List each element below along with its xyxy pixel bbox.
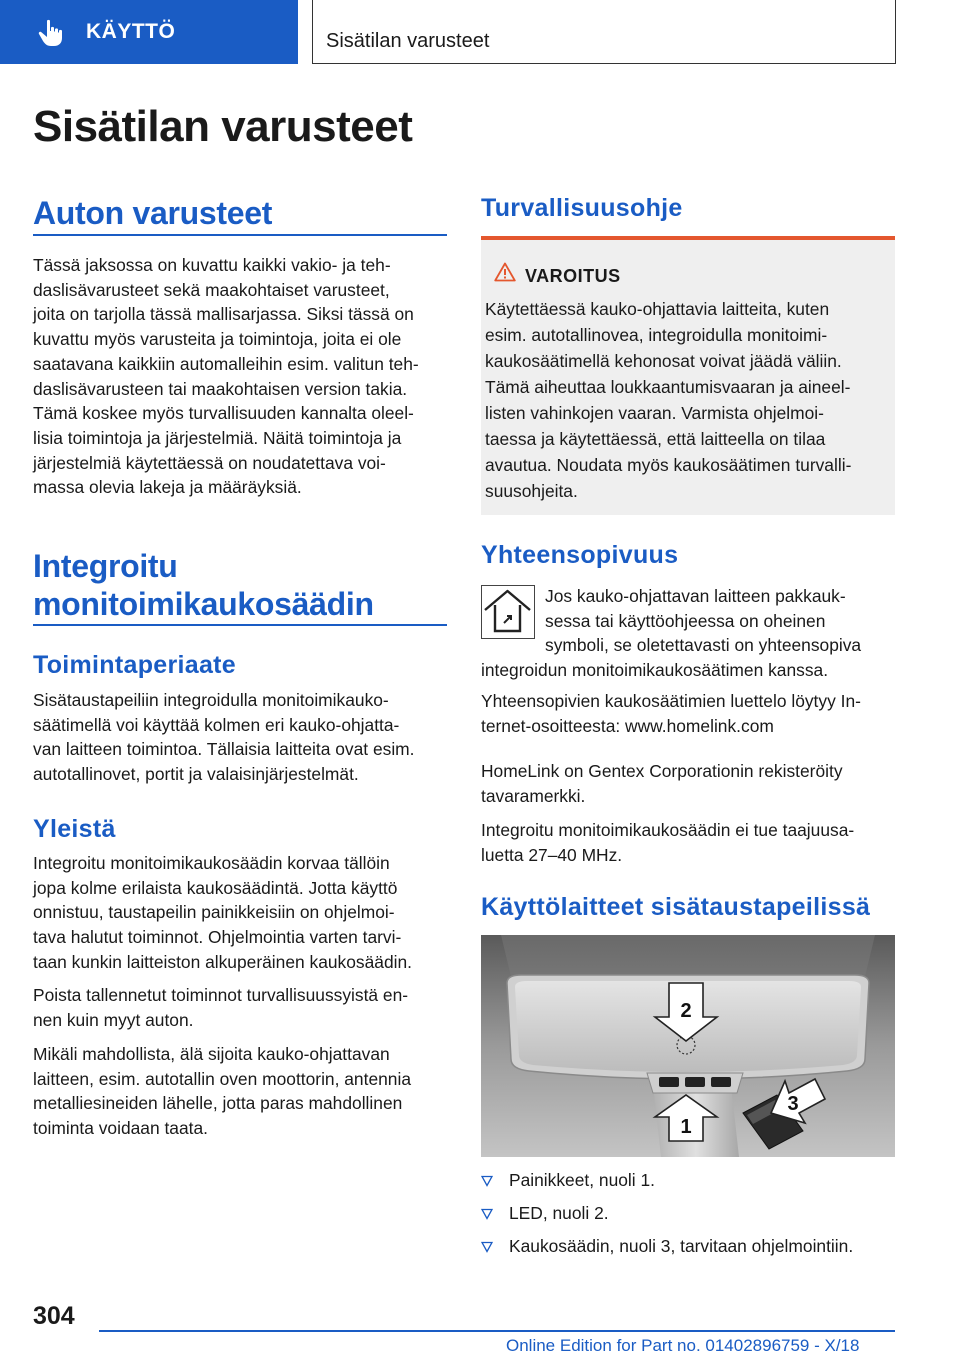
heading-yhteensopivuus: Yhteensopivuus	[481, 541, 679, 569]
heading-turvallisuusohje: Turvallisuusohje	[481, 194, 683, 222]
warning-title: VAROITUS	[525, 266, 621, 286]
heading-auton-varusteet: Auton varusteet	[33, 195, 273, 231]
callout-1: 1	[680, 1116, 692, 1138]
mirror-figure	[481, 935, 895, 1157]
chapter-tab[interactable]	[0, 0, 298, 64]
text-line: kaukosäätimellä kehonosat voivat jäädä väliin.	[485, 351, 842, 371]
heading-line: Integroitu	[33, 548, 178, 584]
footer-edition: Online Edition for Part no. 01402896759 - X/18	[506, 1336, 860, 1355]
list-item-text: Kaukosäädin, nuoli 3, tarvitaan ohjelmointiin.	[509, 1236, 854, 1256]
text-line: tavaramerkki.	[481, 785, 586, 806]
list-item-text: LED, nuoli 2.	[509, 1203, 609, 1223]
text-line: tava halutut toiminnot. Ohjelmointia varten tarvi-	[33, 927, 402, 948]
text-line: Poista tallennetut toiminnot turvallisuussyistä en-	[33, 985, 409, 1005]
text-line: metalliesineiden lähelle, jotta paras mahdollinen	[33, 1093, 403, 1114]
text-line: toiminta voidaan taata.	[33, 1118, 208, 1139]
text-line: avautua. Noudata myös kaukosäätimen turvalli-	[485, 455, 852, 475]
text-line: lisia toimintoja ja järjestelmiä. Näitä toimintoja ja	[33, 427, 402, 448]
text-line: daslisävarusteen tai maakohtaisen version takia.	[33, 378, 408, 399]
heading-line: monitoimikaukosäädin	[33, 586, 374, 622]
text-line: Jos kauko-ohjattavan laitteen pakkauk-	[545, 586, 846, 606]
text-line: autotallinovet, portit ja valaisinjärjestelmät.	[33, 764, 359, 785]
warning-box	[481, 236, 895, 515]
text-line: Integroitu monitoimikaukosäädin korvaa tällöin	[33, 853, 390, 873]
text-line: esim. autotallinovea, integroidulla monitoimi-	[485, 325, 828, 345]
callout-2: 2	[680, 1000, 692, 1022]
heading-toimintaperiaate: Toimintaperiaate	[33, 651, 236, 679]
rearview-mirror-illustration	[481, 935, 895, 1157]
paragraph-yleista-3	[33, 1042, 447, 1141]
warning-triangle-icon	[494, 262, 516, 282]
text-line: järjestelmiä käytettäessä on noudatettava voi-	[33, 452, 386, 473]
text-line: Sisätaustapeiliin integroidulla monitoimikauko-	[33, 690, 389, 710]
text-line: massa olevia lakeja ja määräyksiä.	[33, 477, 302, 498]
footer-rule	[99, 1330, 895, 1332]
text-line: taan kunkin laitteiston alkuperäinen kaukosäädin.	[33, 951, 412, 972]
text-line: säätimellä voi käyttää kolmen eri kauko-ohjatta-	[33, 714, 400, 735]
text-line: sessa tai käyttöohjeessa on oheinen	[545, 610, 826, 631]
triangle-bullet-icon	[481, 1208, 493, 1220]
text-line: daslisävarusteet sekä maakohtaiset varusteet,	[33, 279, 390, 300]
breadcrumb: Sisätilan varusteet	[326, 30, 490, 52]
text-line: listen vahinkojen vaaran. Varmista ohjelmoi-	[485, 403, 824, 423]
text-line: van laitteen toimintoa. Tällaisia laitteita ovat esim.	[33, 739, 415, 760]
homelink-house-icon	[482, 586, 533, 637]
text-line: saatavana kaikkiin automalleihin esim. valitun teh-	[33, 353, 419, 374]
paragraph-yhteen-indent	[545, 584, 895, 658]
heading-integroitu	[33, 547, 374, 623]
page-number: 304	[33, 1302, 75, 1330]
text-line: ternet-osoitteesta: www.homelink.com	[481, 715, 774, 736]
triangle-bullet-icon	[481, 1175, 493, 1187]
text-line: onnistuu, taustapeilin painikkeisiin on ohjelmoi-	[33, 902, 395, 923]
paragraph-yhteen-4	[481, 818, 895, 867]
text-line: Tämä aiheuttaa loukkaantumisvaaran ja aineel-	[485, 377, 851, 397]
text-line: Yhteensopivien kaukosäätimien luettelo löytyy In-	[481, 691, 861, 711]
heading-yleista: Yleistä	[33, 815, 116, 843]
list-item-text: Painikkeet, nuoli 1.	[509, 1170, 655, 1190]
text-line: symboli, se oletettavasti on yhteensopiva	[545, 635, 862, 656]
homelink-symbol	[481, 585, 535, 639]
paragraph-yhteen-2	[481, 689, 895, 738]
header-breadcrumb-bar	[312, 0, 896, 64]
paragraph-yleista-2	[33, 983, 447, 1032]
heading-rule	[33, 234, 447, 236]
text-line: nen kuin myyt auton.	[33, 1009, 194, 1030]
page-title: Sisätilan varusteet	[33, 102, 413, 151]
chapter-label: KÄYTTÖ	[86, 20, 176, 43]
heading-rule	[33, 624, 447, 626]
warning-text	[485, 296, 891, 504]
text-line: Tämä koskee myös turvallisuuden kannalta oleel-	[33, 403, 414, 424]
paragraph-yhteen-3	[481, 759, 895, 808]
text-line: jopa kolme erilaista kaukosäädintä. Jotta käyttö	[33, 877, 398, 898]
text-line: Integroitu monitoimikaukosäädin ei tue taajuusa-	[481, 820, 855, 840]
text-line: laitteen, esim. autotallin oven moottorin, antennia	[33, 1068, 411, 1089]
triangle-bullet-icon	[481, 1241, 493, 1253]
paragraph-auton	[33, 253, 447, 500]
text-line: taessa ja käytettäessä, että laitteella on tilaa	[485, 429, 826, 449]
text-line: kuvattu myös varusteita ja toimintoja, joita ei ole	[33, 329, 402, 350]
callout-3: 3	[787, 1093, 799, 1115]
text-line: suusohjeita.	[485, 481, 578, 501]
heading-kayttolaitteet: Käyttölaitteet sisätaustapeilissä	[481, 893, 871, 921]
hand-pointer-icon	[36, 18, 66, 48]
text-line: Tässä jaksossa on kuvattu kaikki vakio- ja teh-	[33, 255, 391, 275]
text-line: HomeLink on Gentex Corporationin rekisteröity	[481, 761, 843, 781]
text-line: joita on tarjolla tässä mallisarjassa. Siksi tässä on	[33, 304, 414, 325]
text-line: integroidun monitoimikaukosäätimen kanssa.	[481, 660, 829, 680]
paragraph-toiminta	[33, 688, 447, 787]
text-line: luetta 27–40 MHz.	[481, 844, 623, 865]
paragraph-yleista-1	[33, 851, 447, 975]
text-line: Käytettäessä kauko-ohjattavia laitteita, kuten	[485, 299, 830, 319]
text-line: Mikäli mahdollista, älä sijoita kauko-ohjattavan	[33, 1044, 390, 1064]
